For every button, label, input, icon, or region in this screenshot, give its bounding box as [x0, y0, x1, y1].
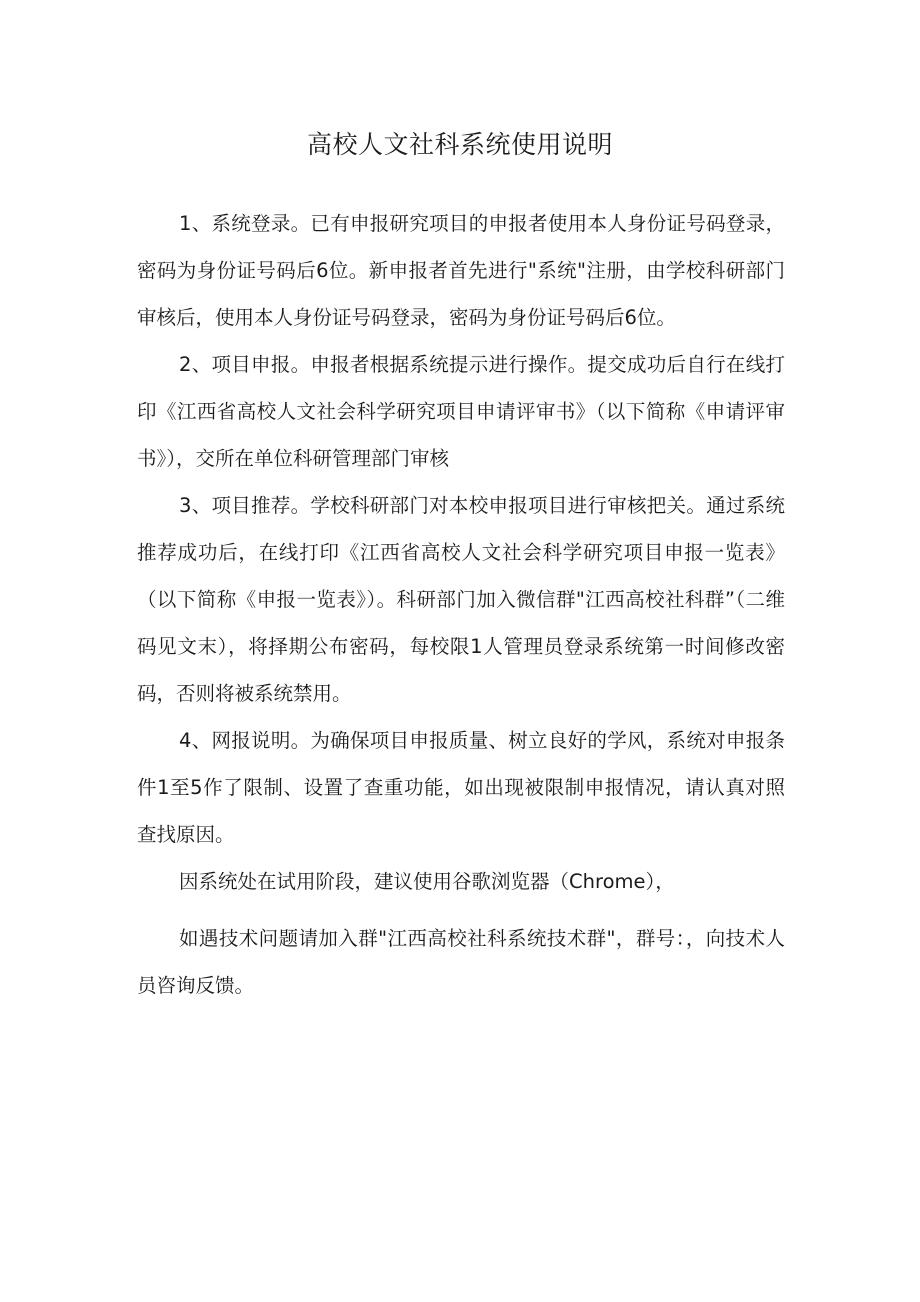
- paragraph-online-application-notes: 4、网报说明。为确保项目申报质量、树立良好的学风，系统对申报条件1至5作了限制、设置了查重功能，如出现被限制申报情况，请认真对照查找原因。: [137, 729, 785, 846]
- document-title: 高校人文社科系统使用说明: [306, 130, 613, 159]
- paragraph-project-application: 2、项目申报。申报者根据系统提示进行操作。提交成功后自行在线打印《江西省高校人文社会科学研究项目申请评审书》（以下简称《申请评审书》），交所在单位科研管理部门审核: [137, 353, 785, 470]
- paragraph-system-login: 1、系统登录。已有申报研究项目的申报者使用本人身份证号码登录，密码为身份证号码后6位。新申报者首先进行"系统"注册，由学校科研部门审核后，使用本人身份证号码登录，密码为身份证号码后6位。: [137, 212, 785, 329]
- paragraph-browser-advice: 因系统处在试用阶段，建议使用谷歌浏览器（Chrome），: [179, 870, 675, 893]
- document-body: [137, 200, 785, 1009]
- paragraph-technical-support: 如遇技术问题请加入群"江西高校社科系统技术群"，群号：，向技术人员咨询反馈。: [137, 927, 785, 997]
- paragraph-project-recommendation: 3、项目推荐。学校科研部门对本校申报项目进行审核把关。通过系统推荐成功后，在线打印《江西省高校人文社会科学研究项目申报一览表》（以下简称《申报一览表》）。科研部门加入微信群"江西高校社科群”（二维码见文末），将择期公布密码，每校限1人管理员登录系统第一时间修改密码，否则将被系统禁用。: [137, 494, 785, 705]
